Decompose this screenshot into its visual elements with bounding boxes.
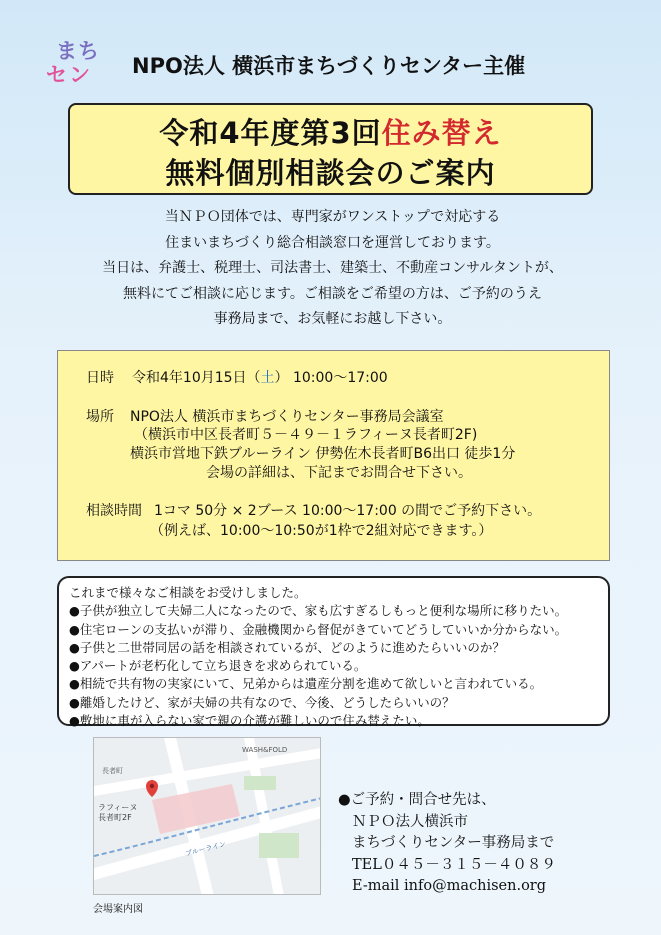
case-item: ●離婚したけど、家が夫婦の共有なので、今後、どうしたらいいの？ — [69, 694, 455, 710]
time-text: 1コマ 50分 × 2ブース 10:00～17:00 の間でご予約下さい。 — [154, 503, 542, 519]
intro-line: 事務局まで、お気軽にお越し下さい。 — [213, 311, 452, 327]
place-address: （横浜市中区長者町５－４９－１ラフィーヌ長者町2F) — [134, 427, 478, 443]
place-note: 会場の詳細は、下記までお問合せ下さい。 — [206, 465, 472, 481]
organizer-heading: NPO法人 横浜市まちづくりセンター主催 — [132, 54, 526, 78]
case-item: ●アパートが老朽化して立ち退きを求められている。 — [69, 658, 367, 674]
date-time: ） 10:00～17:00 — [274, 370, 388, 386]
contact-email: E-mail info@machisen.org — [352, 878, 547, 894]
case-item: ●住宅ローンの支払いが滞り、金融機関から督促がきていてどうしていいか分からない。 — [69, 621, 568, 637]
map-street-label: 長者町 — [102, 767, 123, 775]
park-area — [259, 833, 299, 858]
place-access: 横浜市営地下鉄ブルーライン 伊勢佐木長者町B6出口 徒歩1分 — [130, 446, 516, 462]
park-area — [244, 776, 276, 790]
logo-text-line2: セン — [46, 63, 92, 87]
date-label: 日時 — [86, 370, 114, 386]
case-item: ●敷地に車が入らない家で親の介護が難しいので住み替えたい。 — [69, 713, 430, 729]
logo-text-line1: まち — [56, 39, 100, 63]
time-example: （例えば、10:00～10:50が1枠で2組対応できます。） — [150, 523, 493, 539]
map-shop-label: WASH&FOLD — [242, 746, 288, 754]
case-examples-box — [57, 576, 610, 729]
title-highlight: 住み替え — [381, 116, 502, 150]
place-label: 場所 — [86, 409, 114, 425]
intro-line: 住まいまちづくり総合相談窓口を運営しております。 — [165, 234, 500, 251]
map-venue-label: ラフィーヌ — [98, 803, 138, 812]
map-line-label: ブルーライン — [184, 840, 227, 858]
cases-heading: これまで様々なご相談をお受けしました。 — [69, 585, 307, 600]
place-name: NPO法人 横浜市まちづくりセンター事務局会議室 — [130, 409, 444, 425]
time-label: 相談時間 — [86, 503, 142, 519]
title-line2: 無料個別相談会のご案内 — [165, 156, 496, 190]
date-text: 令和4年10月15日（ — [132, 370, 261, 386]
time-row — [86, 501, 541, 521]
date-day: 土 — [260, 370, 275, 386]
title-box — [68, 103, 593, 195]
machisen-logo — [42, 35, 112, 95]
contact-block — [338, 790, 556, 898]
contact-heading: ●ご予約・問合せ先は、 — [338, 792, 496, 808]
intro-line: 当日は、弁護士、税理士、司法書士、建築士、不動産コンサルタントが、 — [102, 260, 563, 276]
map-venue-label: 長者町2F — [98, 813, 132, 822]
contact-office: まちづくりセンター事務局まで — [352, 835, 555, 851]
map-graphic — [94, 738, 321, 895]
map-caption: 会場案内図 — [93, 904, 143, 915]
intro-line: 当ＮＰＯ団体では、専門家がワンストップで対応する — [164, 209, 501, 225]
intro-paragraph — [60, 205, 605, 333]
title-prefix: 令和4年度第3回 — [159, 116, 382, 150]
date-row — [86, 368, 388, 388]
contact-tel: TEL０４５－３１５－４０８９ — [352, 856, 556, 873]
intro-line: 無料にてご相談に応じます。ご相談をご希望の方は、ご予約のうえ — [123, 285, 542, 302]
case-item: ●子供と二世帯同居の話を相談されているが、どのように進めたらいいのか？ — [69, 639, 505, 655]
case-item: ●子供が独立して夫婦二人になったので、家も広すぎるしもっと便利な場所に移りたい。 — [69, 603, 568, 619]
title-line1 — [70, 111, 591, 152]
contact-org: ＮＰＯ法人横浜市 — [352, 813, 468, 830]
case-item: ●相続で共有物の実家にいて、兄弟からは遺産分割を進めて欲しいと言われている。 — [69, 676, 543, 692]
event-info-box — [57, 350, 610, 561]
venue-map — [93, 737, 321, 895]
place-row — [86, 407, 444, 427]
